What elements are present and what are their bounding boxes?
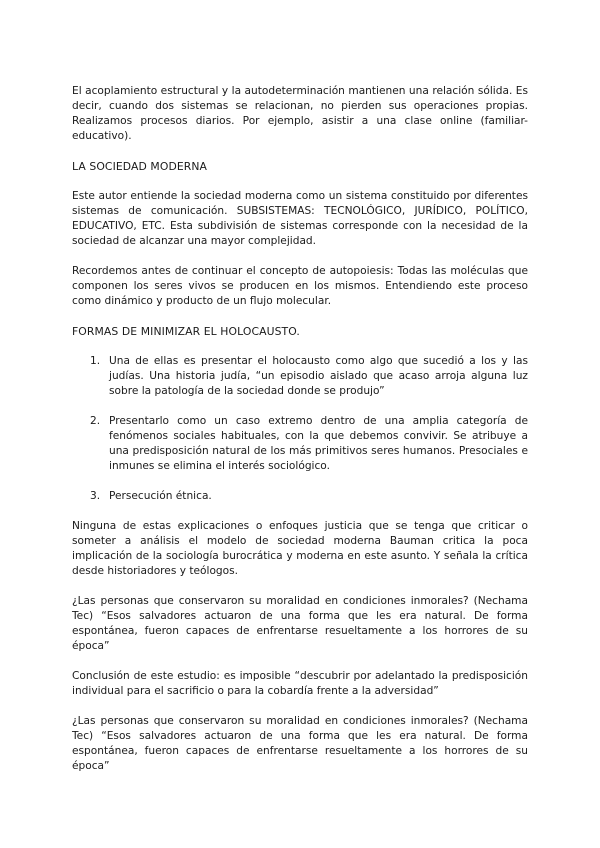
paragraph-structural-coupling: El acoplamiento estructural y la autodeterminación mantienen una relación sólida. Es decir, cuando dos sistemas se relacionan, no pierden sus operaciones propias. Realizamos procesos diarios. Por ejemplo, asistir a una clase online (familiar-educativo).: [72, 85, 528, 142]
numbered-list: [72, 354, 528, 504]
list-number: 2.: [90, 415, 101, 427]
paragraph-autopoiesis: Recordemos antes de continuar el concepto de autopoiesis: Todas las moléculas que componen los seres vivos se producen en los mismos. Entendiendo este proceso como dinámico y producto de un flujo molecular.: [72, 265, 528, 307]
document-body: [72, 84, 528, 789]
paragraph-morality-question-repeat: ¿Las personas que conservaron su moralidad en condiciones inmorales? (Nechama Tec) “Esos salvadores actuaron de una forma que les era natural. De forma espontánea, fueron capaces de enfrentarse resueltamente a los horrores de su época”: [72, 715, 528, 772]
heading-minimize-holocaust: FORMAS DE MINIMIZAR EL HOLOCAUSTO.: [72, 325, 300, 338]
paragraph-conclusion: Conclusión de este estudio: es imposible “descubrir por adelantado la predisposición individual para el sacrificio o para la cobardía frente a la adversidad”: [72, 670, 528, 697]
paragraph-modern-society: Este autor entiende la sociedad moderna como un sistema constituido por diferentes sistemas de comunicación. SUBSISTEMAS: TECNOLÓGICO, JURÍDICO, POLÍTICO, EDUCATIVO, ETC. Esta subdivisión de sistemas corresponde con la necesidad de la sociedad de alcanzar una mayor complejidad.: [72, 190, 528, 247]
list-item: [72, 354, 528, 399]
paragraph-criticism: Ninguna de estas explicaciones o enfoques justicia que se tenga que criticar o someter a análisis el modelo de sociedad moderna Bauman critica la poca implicación de la sociología burocrática y moderna en este asunto. Y señala la crítica desde historiadores y teólogos.: [72, 520, 528, 577]
list-number: 1.: [90, 355, 101, 367]
paragraph-morality-question: ¿Las personas que conservaron su moralidad en condiciones inmorales? (Nechama Tec) “Esos salvadores actuaron de una forma que les era natural. De forma espontánea, fueron capaces de enfrentarse resueltamente a los horrores de su época”: [72, 595, 528, 652]
heading-modern-society: LA SOCIEDAD MODERNA: [72, 160, 208, 173]
list-item: [72, 489, 528, 504]
list-item: [72, 414, 528, 474]
list-item-text: Presentarlo como un caso extremo dentro de una amplia categoría de fenómenos sociales habituales, con la que debemos convivir. Se atribuye a una predisposición natural de los más primitivos seres humanos. Presociales e inmunes se elimina el interés sociológico.: [109, 415, 528, 472]
list-item-text: Persecución étnica.: [109, 490, 212, 502]
list-number: 3.: [90, 490, 101, 502]
list-item-text: Una de ellas es presentar el holocausto como algo que sucedió a los y las judías. Una historia judía, “un episodio aislado que acaso arroja alguna luz sobre la patología de la sociedad donde se produjo”: [109, 355, 528, 397]
